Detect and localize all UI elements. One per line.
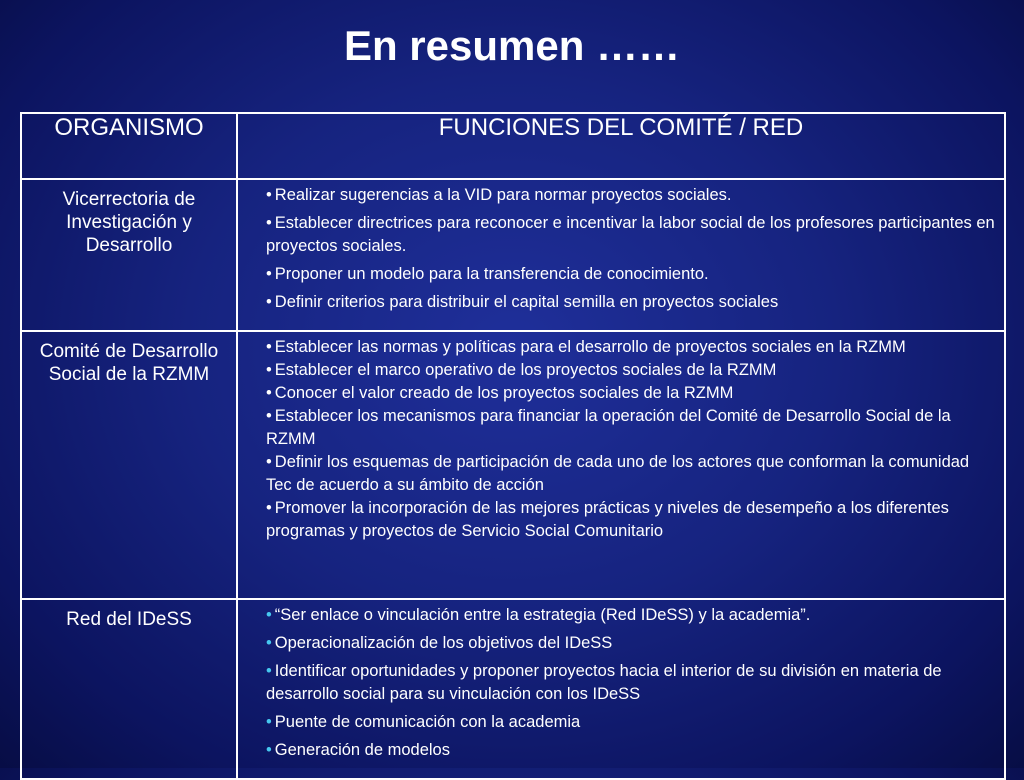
slide-title: En resumen …… [343, 22, 681, 69]
list-item [266, 660, 998, 706]
funciones-cell [237, 599, 1005, 779]
list-item-text: Establecer directrices para reconocer e incentivar la labor social de los profesores participantes en proyectos sociales. [266, 214, 995, 255]
list-item-text: Puente de comunicación con la academia [274, 713, 581, 731]
bullet-icon: • [266, 662, 272, 680]
list-item [266, 711, 998, 734]
list-item [266, 405, 998, 451]
organismo-cell: Vicerrectoria de Investigación y Desarrollo [21, 179, 237, 331]
bullet-icon: • [266, 338, 272, 356]
list-item [266, 184, 998, 207]
header-organismo: ORGANISMO [21, 113, 237, 179]
list-item-text: Establecer las normas y políticas para el desarrollo de proyectos sociales en la RZMM [274, 338, 906, 356]
list-item-text: Establecer el marco operativo de los proyectos sociales de la RZMM [274, 361, 777, 379]
bullet-icon: • [266, 499, 272, 517]
list-item-text: Conocer el valor creado de los proyectos sociales de la RZMM [274, 384, 734, 402]
list-item [266, 212, 998, 258]
list-item-text: Operacionalización de los objetivos del IDeSS [274, 634, 613, 652]
funciones-list [266, 184, 998, 314]
list-item [266, 382, 998, 405]
summary-table [20, 112, 1006, 780]
list-item [266, 739, 998, 762]
list-item [266, 632, 998, 655]
bullet-icon: • [266, 265, 272, 283]
list-item-text: Realizar sugerencias a la VID para normar proyectos sociales. [274, 186, 732, 204]
list-item-text: Promover la incorporación de las mejores prácticas y niveles de desempeño a los diferentes programas y proyectos de Servicio Social Comunitario [266, 499, 949, 540]
bullet-icon: • [266, 741, 272, 759]
list-item-text: Definir los esquemas de participación de cada uno de los actores que conforman la comunidad Tec de acuerdo a su ámbito de acción [266, 453, 970, 494]
bullet-icon: • [266, 214, 272, 232]
funciones-cell [237, 331, 1005, 599]
bullet-icon: • [266, 361, 272, 379]
list-item [266, 263, 998, 286]
bullet-icon: • [266, 606, 272, 624]
organismo-cell: Comité de Desarrollo Social de la RZMM [21, 331, 237, 599]
bullet-icon: • [266, 186, 272, 204]
list-item [266, 336, 998, 359]
list-item [266, 497, 998, 543]
list-item-text: Generación de modelos [274, 741, 450, 759]
bullet-icon: • [266, 453, 272, 471]
table-header-row [21, 113, 1005, 179]
funciones-list [266, 604, 998, 762]
list-item-text: Identificar oportunidades y proponer proyectos hacia el interior de su división en materia de desarrollo social para su vinculación con los IDeSS [266, 662, 942, 703]
list-item [266, 604, 998, 627]
table-row-vid [21, 179, 1005, 331]
organismo-cell: Red del IDeSS [21, 599, 237, 779]
list-item-text: Definir criterios para distribuir el capital semilla en proyectos sociales [274, 293, 779, 311]
table-row-comite [21, 331, 1005, 599]
bullet-icon: • [266, 634, 272, 652]
list-item-text: “Ser enlace o vinculación entre la estrategia (Red IDeSS) y la academia”. [274, 606, 811, 624]
list-item-text: Proponer un modelo para la transferencia de conocimiento. [274, 265, 709, 283]
header-funciones: FUNCIONES DEL COMITÉ / RED [237, 113, 1005, 179]
table-row-idess [21, 599, 1005, 779]
list-item [266, 291, 998, 314]
bullet-icon: • [266, 293, 272, 311]
bullet-icon: • [266, 407, 272, 425]
funciones-cell [237, 179, 1005, 331]
list-item [266, 359, 998, 382]
bullet-icon: • [266, 384, 272, 402]
list-item-text: Establecer los mecanismos para financiar la operación del Comité de Desarrollo Social de la RZMM [266, 407, 951, 448]
funciones-list [266, 336, 998, 543]
list-item [266, 451, 998, 497]
bullet-icon: • [266, 713, 272, 731]
